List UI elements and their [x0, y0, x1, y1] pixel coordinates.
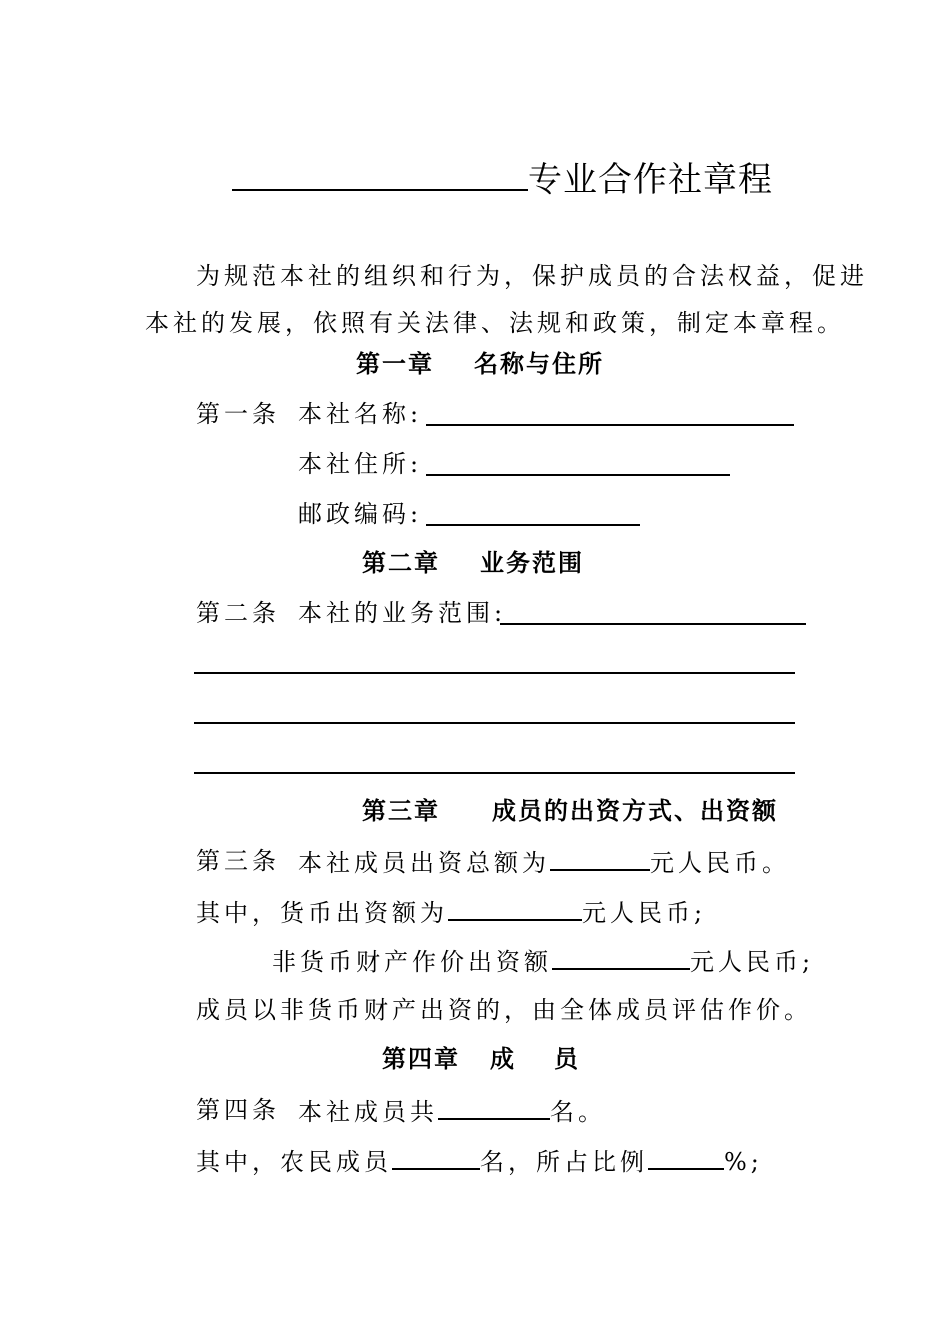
address-field[interactable] [426, 474, 730, 476]
field-postcode-label: 邮政编码: [298, 500, 423, 528]
article-3-label: 第三条 [196, 847, 280, 875]
field-business-scope-label: 本社的业务范围: [298, 599, 507, 627]
farmer-members-label: 其中，农民成员 [196, 1148, 392, 1176]
postcode-field[interactable] [426, 524, 640, 526]
chapter-3-heading [362, 796, 778, 825]
field-address-label: 本社住所: [298, 450, 423, 478]
chapter-1-heading [356, 349, 604, 378]
chapter-4-heading [382, 1044, 580, 1073]
total-contribution-field[interactable] [550, 849, 650, 871]
chapter-4-name-part-1: 成 [490, 1044, 516, 1073]
article-3-line-3 [272, 948, 814, 974]
farmer-members-field[interactable] [392, 1148, 480, 1170]
member-count-label: 本社成员共 [298, 1098, 438, 1126]
monetary-contribution-unit: 元人民币; [582, 899, 707, 927]
article-4-label: 第四条 [196, 1096, 280, 1124]
preamble-line-1: 为规范本社的组织和行为，保护成员的合法权益，促进 [196, 262, 868, 290]
article-4-line-2 [196, 1148, 763, 1174]
article-3-line-2 [196, 899, 706, 925]
farmer-ratio-label: 名，所占比例 [480, 1148, 648, 1176]
article-3-line-4: 成员以非货币财产出资的，由全体成员评估作价。 [196, 996, 812, 1024]
cooperative-name-blank[interactable] [232, 153, 528, 191]
article-3-line-1 [298, 849, 790, 875]
cooperative-name-field[interactable] [426, 424, 794, 426]
article-1-label: 第一条 [196, 400, 280, 428]
chapter-3-number: 第三章 [362, 796, 440, 825]
farmer-ratio-field[interactable] [648, 1148, 724, 1170]
chapter-4-number: 第四章 [382, 1044, 460, 1073]
chapter-3-name: 成员的出资方式、出资额 [492, 796, 778, 825]
total-contribution-label: 本社成员出资总额为 [298, 849, 550, 877]
non-monetary-contribution-unit: 元人民币; [690, 948, 815, 976]
business-scope-field-line-1[interactable] [500, 623, 806, 625]
business-scope-field-line-2[interactable] [194, 672, 795, 674]
monetary-contribution-label: 其中，货币出资额为 [196, 899, 448, 927]
article-2-label: 第二条 [196, 599, 280, 627]
chapter-2-number: 第二章 [362, 548, 440, 577]
field-cooperative-name-label: 本社名称: [298, 400, 423, 428]
chapter-2-name: 业务范围 [480, 548, 584, 577]
chapter-2-heading [362, 548, 584, 577]
title-suffix: 专业合作社章程 [528, 160, 773, 200]
non-monetary-contribution-field[interactable] [552, 948, 690, 970]
business-scope-field-line-4[interactable] [194, 772, 795, 774]
business-scope-field-line-3[interactable] [194, 722, 795, 724]
total-contribution-unit: 元人民币。 [650, 849, 790, 877]
chapter-1-number: 第一章 [356, 349, 434, 378]
chapter-4-name-part-2: 员 [554, 1044, 580, 1073]
chapter-1-name: 名称与住所 [474, 349, 604, 378]
member-count-field[interactable] [438, 1098, 550, 1120]
article-4-line-1 [298, 1098, 606, 1124]
monetary-contribution-field[interactable] [448, 899, 582, 921]
document-title [232, 152, 773, 201]
non-monetary-contribution-label: 非货币财产作价出资额 [272, 948, 552, 976]
preamble-line-2: 本社的发展，依照有关法律、法规和政策，制定本章程。 [145, 309, 845, 337]
farmer-ratio-unit: %; [724, 1148, 763, 1176]
member-count-unit: 名。 [550, 1098, 606, 1126]
